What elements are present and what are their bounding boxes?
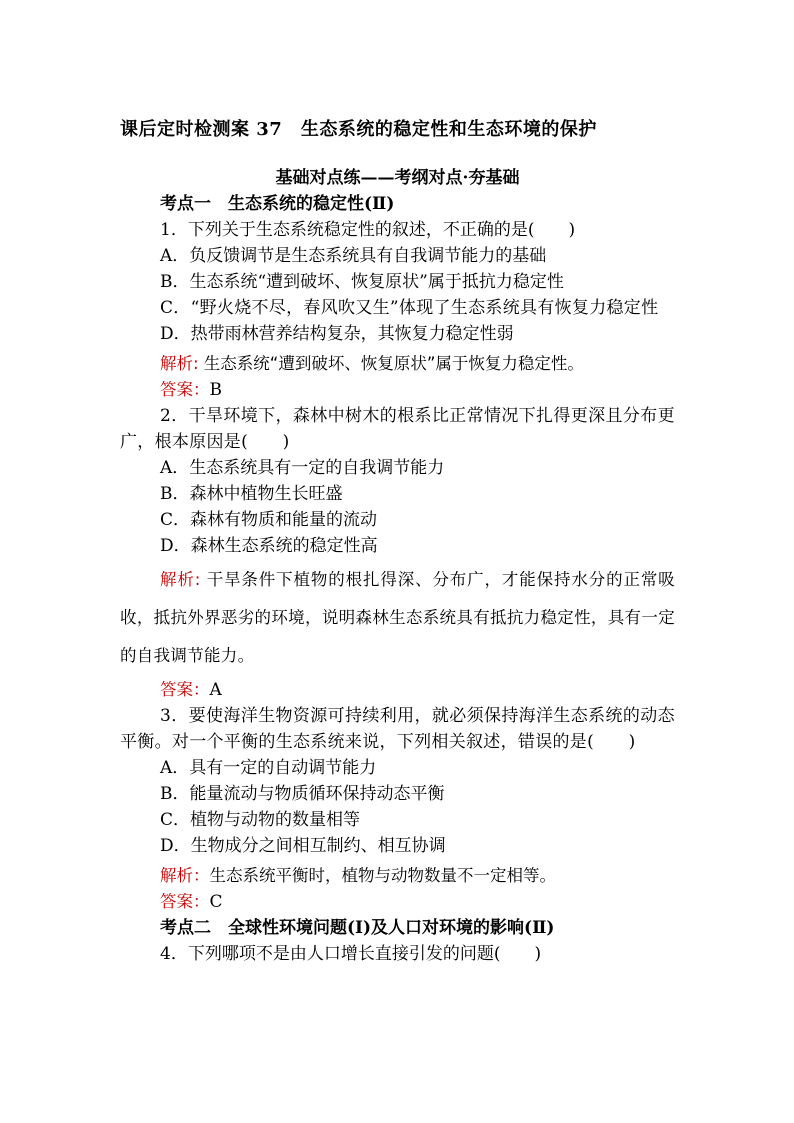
- explanation-label: 解析：: [160, 866, 210, 885]
- question-stem: 1．下列关于生态系统稳定性的叙述，不正确的是( ): [160, 220, 576, 240]
- section-heading-2: 考点二 全球性环境问题(Ⅰ)及人口对环境的影响(Ⅱ): [160, 918, 555, 938]
- option-a: A．负反馈调节是生态系统具有自我调节能力的基础: [160, 246, 547, 266]
- explanation: [120, 351, 675, 377]
- answer-label: 答案：: [160, 680, 210, 699]
- question-stem: 4．下列哪项不是由人口增长直接引发的问题( ): [160, 944, 542, 964]
- section-heading-1: 考点一 生态系统的稳定性(Ⅱ): [160, 194, 395, 214]
- explanation-text: 生态系统“遭到破坏、恢复原状”属于恢复力稳定性。: [198, 354, 584, 373]
- document-page: [120, 115, 675, 967]
- question-stem: 2．干旱环境下，森林中树木的根系比正常情况下扎得更深且分布更广，根本原因是( ): [120, 406, 675, 452]
- answer: [120, 677, 675, 703]
- page-subtitle: 基础对点练——考纲对点·夯基础: [275, 168, 520, 188]
- question-stem: 3．要使海洋生物资源可持续利用，就必须保持海洋生态系统的动态平衡。对一个平衡的生态系统来说，下列相关叙述，错误的是( ): [120, 706, 675, 752]
- question-1: [120, 217, 675, 403]
- option-d: D．热带雨林营养结构复杂，其恢复力稳定性弱: [160, 324, 514, 344]
- answer-label: 答案：: [160, 892, 210, 911]
- answer-label: 答案：: [160, 380, 210, 399]
- page-title: 课后定时检测案 37 生态系统的稳定性和生态环境的保护: [120, 119, 597, 140]
- option-b: B．能量流动与物质循环保持动态平衡: [160, 784, 445, 804]
- answer: [120, 889, 675, 915]
- explanation-label: 解析:: [160, 570, 201, 589]
- option-c: C．植物与动物的数量相等: [160, 810, 361, 830]
- question-2: [120, 403, 675, 703]
- question-4: [120, 941, 675, 967]
- option-c: C．森林有物质和能量的流动: [160, 510, 378, 530]
- answer: [120, 377, 675, 403]
- option-a: A．生态系统具有一定的自我调节能力: [160, 458, 445, 478]
- option-d: D．生物成分之间相互制约、相互协调: [160, 836, 446, 856]
- option-b: B．森林中植物生长旺盛: [160, 484, 343, 504]
- explanation-text: 生态系统平衡时，植物与动物数量不一定相等。: [209, 866, 556, 885]
- explanation: [120, 863, 675, 889]
- option-d: D．森林生态系统的稳定性高: [160, 536, 378, 556]
- option-a: A．具有一定的自动调节能力: [160, 758, 377, 778]
- question-3: [120, 703, 675, 915]
- answer-value: B: [209, 380, 222, 400]
- explanation: [120, 561, 675, 675]
- option-b: B．生态系统“遭到破坏、恢复原状”属于抵抗力稳定性: [160, 272, 564, 292]
- answer-value: A: [209, 680, 222, 700]
- option-c: C．“野火烧不尽，春风吹又生”体现了生态系统具有恢复力稳定性: [160, 298, 659, 318]
- answer-value: C: [209, 892, 223, 912]
- explanation-text: 干旱条件下植物的根扎得深、分布广，才能保持水分的正常吸收，抵抗外界恶劣的环境，说明森林生态系统具有抵抗力稳定性，具有一定的自我调节能力。: [120, 570, 675, 665]
- explanation-label: 解析:: [160, 354, 199, 373]
